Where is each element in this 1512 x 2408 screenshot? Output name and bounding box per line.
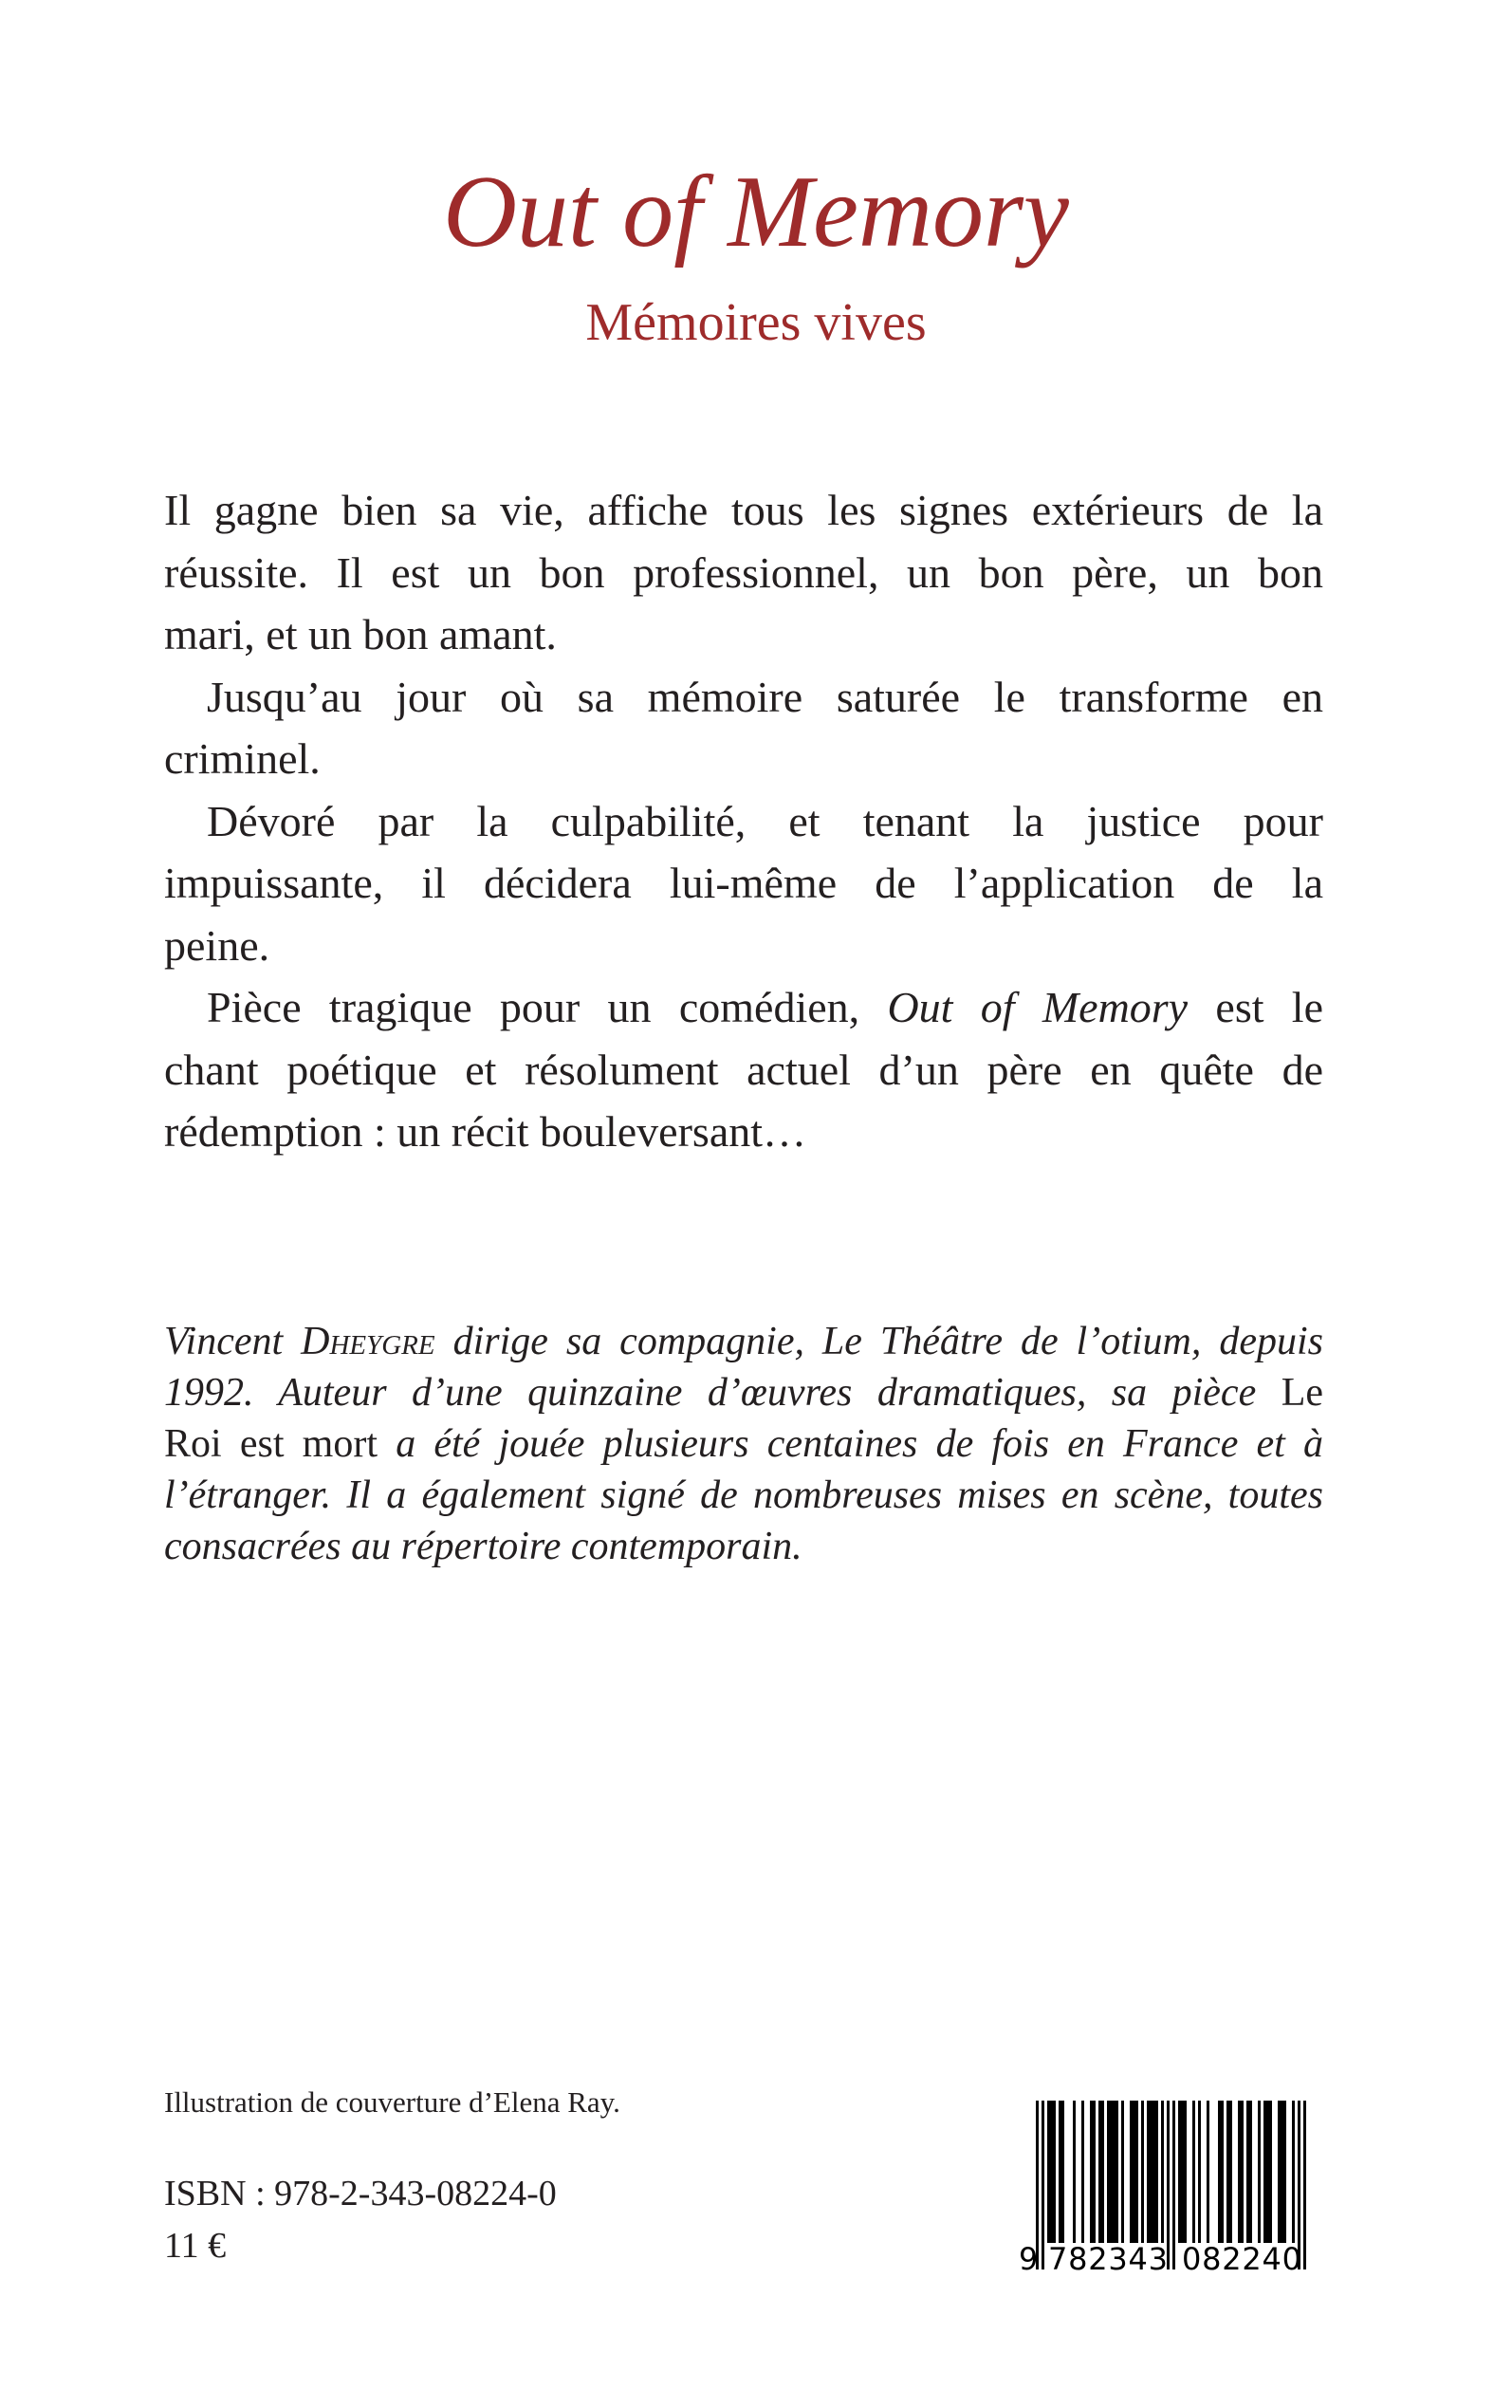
barcode [1019, 2101, 1326, 2271]
barcode-bar [1101, 2101, 1104, 2243]
barcode-bar [1226, 2101, 1229, 2243]
barcode-bar [1152, 2101, 1155, 2243]
text-segment: consacrées au répertoire contemporain. [164, 1525, 802, 1568]
text-segment: dirige sa compagnie, Le Théâtre de l’otium, depuis [434, 1320, 1323, 1363]
barcode-bar [1278, 2101, 1281, 2243]
barcode-bar [1283, 2101, 1286, 2243]
barcode-bar [1161, 2101, 1164, 2243]
text-line [164, 1039, 1323, 1102]
text-segment: Vincent [164, 1320, 302, 1363]
paragraph [164, 976, 1323, 1163]
text-line [164, 1316, 1323, 1367]
text-segment: réussite. Il est un bon professionnel, un bon père, un bon [164, 547, 1323, 597]
text-segment: Out of Memory [887, 983, 1189, 1031]
text-segment: chant poétique et résolument actuel d’un père en quête de [164, 1045, 1323, 1094]
text-segment: Il gagne bien sa vie, affiche tous les signes extérieurs de la [164, 486, 1323, 534]
text-segment: a été jouée plusieurs centaines de fois en France et à [378, 1422, 1323, 1466]
text-segment: Jusqu’au jour où sa mémoire saturée le transforme en [207, 672, 1323, 721]
barcode-digits: 9 [1019, 2241, 1039, 2271]
barcode-bar [1241, 2101, 1244, 2243]
barcode-bar [1042, 2101, 1044, 2269]
barcode-bar [1098, 2101, 1101, 2243]
text-segment: criminel. [164, 734, 321, 783]
barcode-bar [1135, 2101, 1138, 2243]
barcode-bar [1061, 2101, 1064, 2243]
barcode-bar [1292, 2101, 1295, 2243]
barcode-bar [1047, 2101, 1050, 2243]
text-segment: est le [1188, 983, 1323, 1031]
isbn: ISBN : 978-2-343-08224-0 [164, 2174, 557, 2214]
barcode-bar [1172, 2101, 1175, 2269]
barcode-bar [1147, 2101, 1150, 2243]
barcode-bar [1081, 2101, 1084, 2243]
text-line [164, 728, 1323, 790]
text-line [164, 1521, 1323, 1572]
text-line [164, 603, 1323, 666]
text-line [164, 852, 1323, 915]
barcode-bar [1130, 2101, 1133, 2243]
barcode-bar [1192, 2101, 1195, 2243]
barcode-bar [1266, 2101, 1269, 2243]
barcode-bar [1059, 2101, 1061, 2243]
barcode-bar [1246, 2101, 1249, 2243]
barcode-bar [1116, 2101, 1118, 2243]
text-line [164, 479, 1323, 542]
text-line [164, 915, 1323, 977]
text-line [164, 1418, 1323, 1470]
text-segment: peine. [164, 920, 270, 970]
text-line [164, 1101, 1323, 1163]
barcode-bar [1110, 2101, 1113, 2243]
barcode-bar [1198, 2101, 1201, 2243]
barcode-bar [1249, 2101, 1252, 2243]
barcode-bar [1238, 2101, 1241, 2243]
text-segment: mari, et un bon amant. [164, 610, 557, 658]
author-bio [164, 1316, 1323, 1572]
barcode-bar [1303, 2101, 1306, 2269]
text-line [164, 790, 1323, 853]
text-segment: Le [1281, 1371, 1323, 1415]
barcode-bar [1093, 2101, 1096, 2243]
text-segment: Dévoré par la culpabilité, et tenant la justice pour [207, 796, 1323, 845]
book-title: Out of Memory [443, 156, 1069, 269]
barcode-bar [1053, 2101, 1056, 2243]
barcode-bar [1218, 2101, 1221, 2243]
barcode-bar [1050, 2101, 1053, 2243]
barcode-bar [1073, 2101, 1076, 2243]
barcode-bar [1229, 2101, 1232, 2243]
text-line [164, 976, 1323, 1039]
barcode-bar [1133, 2101, 1135, 2243]
barcode-bar [1258, 2101, 1261, 2243]
blurb [164, 479, 1323, 1163]
barcode-bar [1155, 2101, 1158, 2243]
text-line [164, 542, 1323, 604]
barcode-bar [1221, 2101, 1224, 2243]
barcode-bar [1181, 2101, 1184, 2243]
price: 11 € [164, 2226, 227, 2266]
illustration-credit: Illustration de couverture d’Elena Ray. [164, 2085, 620, 2119]
book-subtitle: Mémoires vives [585, 293, 927, 352]
text-segment: 1992. Auteur d’une quinzaine d’œuvres dramatiques, sa pièce [164, 1371, 1282, 1415]
text-line [164, 1367, 1323, 1418]
barcode-bar [1150, 2101, 1152, 2243]
barcode-bar [1178, 2101, 1181, 2243]
text-segment: impuissante, il décidera lui-même de l’application de la [164, 859, 1323, 907]
barcode-digits: 782343 [1048, 2241, 1168, 2271]
barcode-bar [1263, 2101, 1266, 2243]
text-line [164, 666, 1323, 729]
paragraph [164, 790, 1323, 977]
text-segment: Dheygre [301, 1320, 435, 1363]
text-segment: Pièce tragique pour un comédien, [207, 983, 888, 1031]
barcode-bar [1107, 2101, 1110, 2243]
text-line [164, 1470, 1323, 1521]
barcode-bar [1207, 2101, 1209, 2243]
text-segment: Roi est mort [164, 1422, 378, 1466]
text-segment: l’étranger. Il a également signé de nombreuses mises en scène, toutes [164, 1473, 1323, 1517]
barcode-bar [1269, 2101, 1272, 2243]
barcode-bar [1090, 2101, 1093, 2243]
paragraph [164, 666, 1323, 790]
barcode-bar [1184, 2101, 1187, 2243]
barcode-bar [1113, 2101, 1116, 2243]
barcode-digits: 082240 [1182, 2241, 1301, 2271]
text-segment: rédemption : un récit bouleversant… [164, 1107, 807, 1156]
paragraph [164, 479, 1323, 666]
barcode-bar [1281, 2101, 1283, 2243]
barcode-bar [1141, 2101, 1144, 2243]
barcode-bar [1121, 2101, 1124, 2243]
